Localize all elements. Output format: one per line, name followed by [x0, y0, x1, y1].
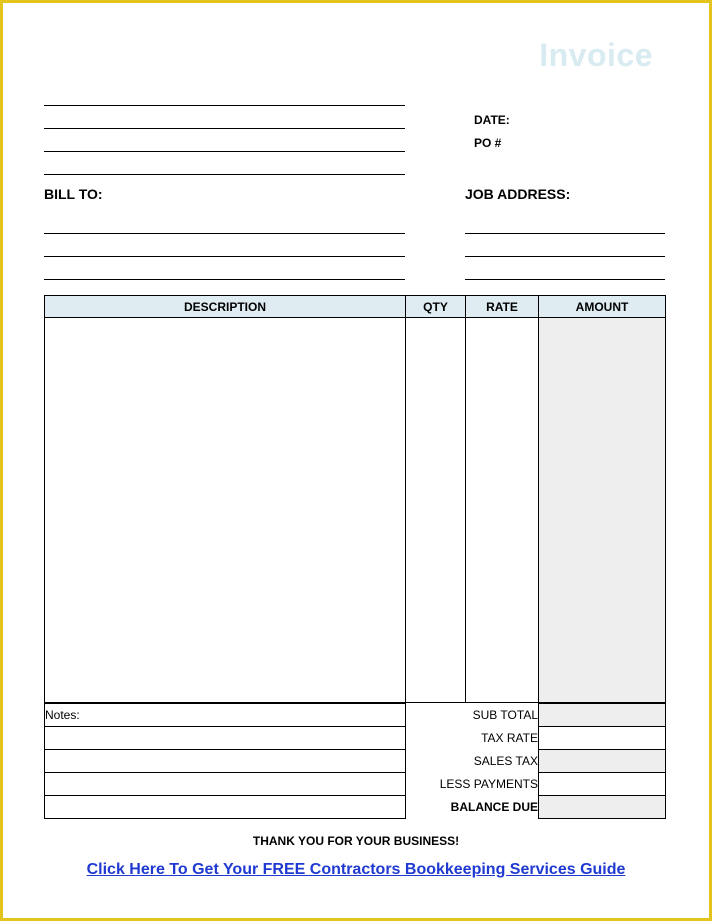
notes-line[interactable] [45, 773, 406, 796]
company-line-4[interactable] [44, 174, 405, 175]
notes-line[interactable] [45, 796, 406, 819]
amount-header: AMOUNT [539, 296, 666, 318]
sales-tax-value [539, 750, 666, 773]
job-address-line-1[interactable] [465, 233, 665, 234]
tax-rate-label: TAX RATE [481, 731, 538, 745]
items-body-row [45, 318, 666, 703]
company-line-1[interactable] [44, 105, 405, 106]
company-line-2[interactable] [44, 128, 405, 129]
tax-rate-value[interactable] [539, 727, 666, 750]
job-address-line-3[interactable] [465, 279, 665, 280]
notes-line[interactable] [45, 750, 406, 773]
less-payments-label: LESS PAYMENTS [439, 777, 538, 791]
bill-to-line-2[interactable] [44, 256, 405, 257]
balance-due-value [539, 796, 666, 819]
items-table [44, 295, 666, 703]
amount-cell [539, 318, 666, 703]
subtotal-value [539, 704, 666, 727]
job-address-label: JOB ADDRESS: [465, 186, 571, 202]
qty-cell[interactable] [406, 318, 466, 703]
totals-row [45, 727, 666, 750]
totals-row [45, 704, 666, 727]
bill-to-line-1[interactable] [44, 233, 405, 234]
rate-header: RATE [466, 296, 539, 318]
balance-due-label: BALANCE DUE [450, 800, 538, 814]
po-label: PO # [474, 136, 502, 150]
notes-label: Notes: [45, 704, 406, 727]
less-payments-value[interactable] [539, 773, 666, 796]
job-address-line-2[interactable] [465, 256, 665, 257]
bill-to-line-3[interactable] [44, 279, 405, 280]
company-line-3[interactable] [44, 151, 405, 152]
date-label: DATE: [474, 113, 510, 127]
bookkeeping-guide-link[interactable]: Click Here To Get Your FREE Contractors Bookkeeping Services Guide [86, 861, 626, 878]
description-header: DESCRIPTION [45, 296, 406, 318]
description-cell[interactable] [45, 318, 406, 703]
rate-cell[interactable] [466, 318, 539, 703]
notes-line[interactable] [45, 727, 406, 750]
totals-table [44, 703, 666, 819]
qty-header: QTY [406, 296, 466, 318]
totals-row [45, 796, 666, 819]
totals-row [45, 773, 666, 796]
bill-to-label: BILL TO: [44, 186, 103, 202]
subtotal-label: SUB TOTAL [472, 708, 538, 722]
invoice-title: Invoice [539, 37, 653, 73]
totals-row [45, 750, 666, 773]
items-header-row [45, 296, 666, 318]
thank-you-message: THANK YOU FOR YOUR BUSINESS! [252, 834, 460, 848]
sales-tax-label: SALES TAX [473, 754, 538, 768]
